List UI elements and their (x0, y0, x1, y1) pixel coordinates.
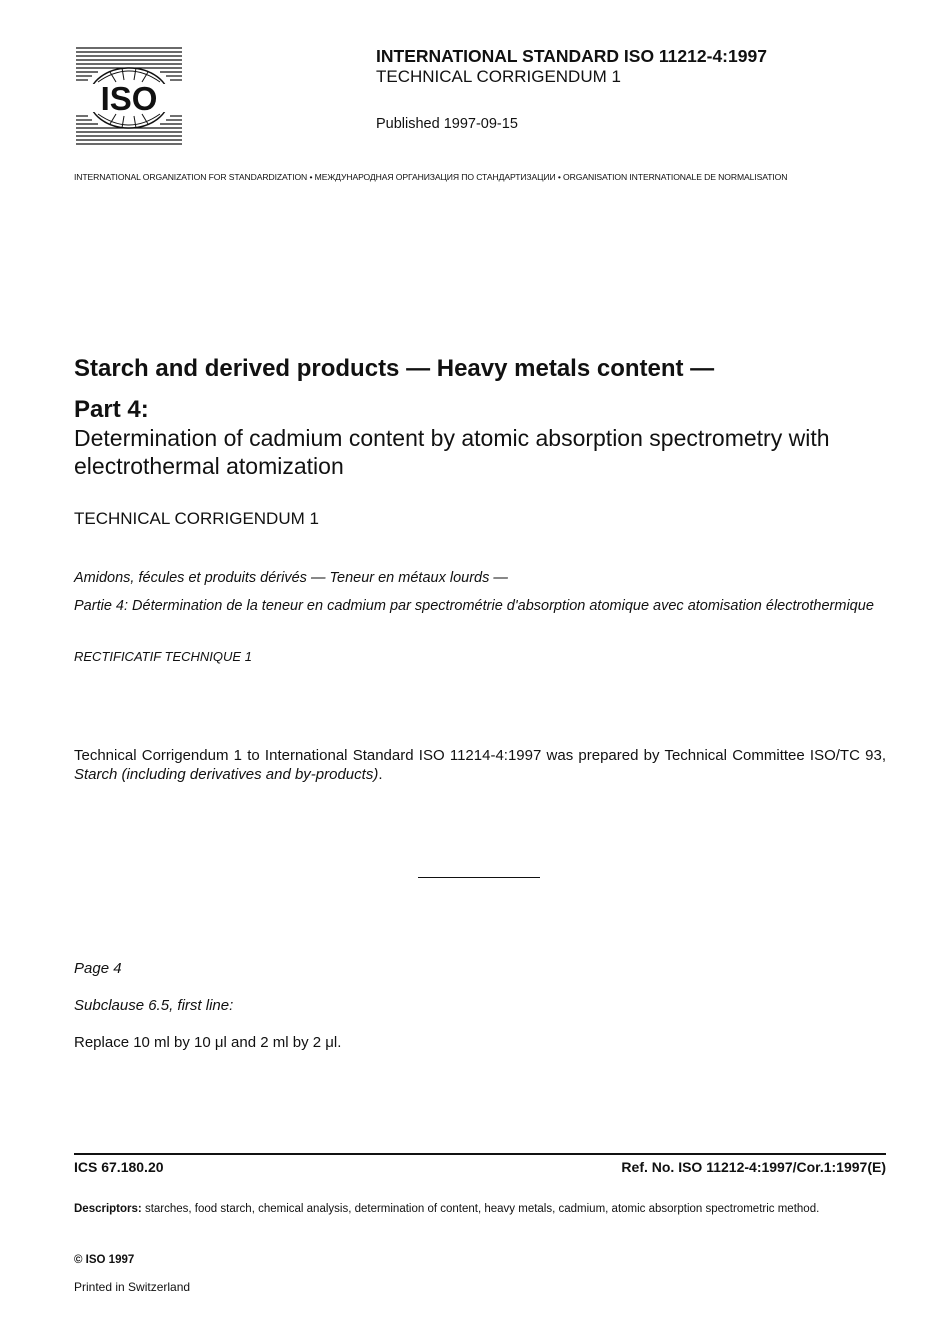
iso-logo (76, 46, 182, 146)
part-subtitle: Determination of cadmium content by atomic absorption spectrometry with electrothermal atomization (74, 425, 830, 479)
replacement-text: Replace 10 ml by 10 μl and 2 ml by 2 μl. (74, 1034, 342, 1051)
french-title: Amidons, fécules et produits dérivés — Teneur en métaux lourds — (74, 570, 508, 586)
corrigendum-label: TECHNICAL CORRIGENDUM 1 (376, 67, 621, 86)
intro-paragraph (74, 746, 886, 784)
french-corrigendum-label: RECTIFICATIF TECHNIQUE 1 (74, 649, 252, 664)
reference-number: Ref. No. ISO 11212-4:1997/Cor.1:1997(E) (621, 1159, 886, 1175)
main-title: Starch and derived products — Heavy metals content — (74, 355, 715, 382)
technical-corrigendum-label: TECHNICAL CORRIGENDUM 1 (74, 509, 319, 528)
descriptors-text: starches, food starch, chemical analysis, determination of content, heavy metals, cadmium, atomic absorption spectrometric method. (141, 1203, 820, 1215)
printed-in: Printed in Switzerland (74, 1280, 191, 1294)
footer-rule (74, 1153, 886, 1155)
ics-code: ICS 67.180.20 (74, 1159, 164, 1175)
published-date: Published 1997-09-15 (376, 116, 518, 132)
copyright: © ISO 1997 (74, 1254, 135, 1266)
french-part-title: Partie 4: Détermination de la teneur en cadmium par spectrométrie d'absorption atomique avec atomisation électrothermique (74, 598, 874, 614)
organization-line: INTERNATIONAL ORGANIZATION FOR STANDARDIZATION • МЕЖДУНАРОДНАЯ ОРГАНИЗАЦИЯ ПО СТАНДАРТИЗАЦИИ • ORGANISATION INTERNATIONALE DE NORMALISATION (74, 172, 788, 182)
committee-title: Starch (including derivatives and by-products) (74, 766, 379, 783)
iso-logo-text: ISO (100, 80, 158, 117)
subclause-reference: Subclause 6.5, first line: (74, 997, 234, 1014)
standard-number: INTERNATIONAL STANDARD ISO 11212-4:1997 (376, 46, 767, 66)
section-divider (418, 877, 540, 878)
page-reference: Page 4 (74, 960, 122, 977)
descriptors-label: Descriptors: (74, 1203, 142, 1215)
part-title: Part 4: (74, 396, 149, 423)
intro-text: Technical Corrigendum 1 to International Standard ISO 11214-4:1997 was prepared by Technical Committee ISO/TC 93, (74, 747, 886, 764)
intro-end: . (378, 766, 383, 783)
descriptors (74, 1203, 886, 1216)
